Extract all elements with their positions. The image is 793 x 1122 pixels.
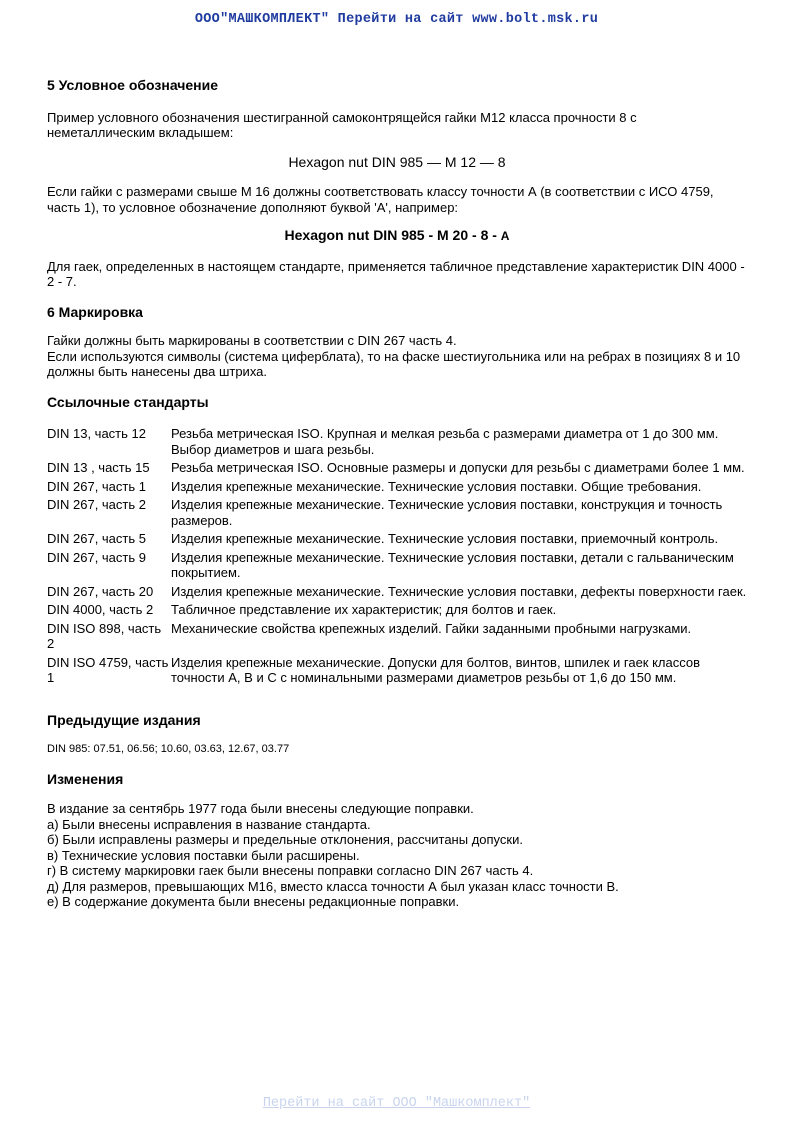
reference-row [47,621,747,655]
reference-code: DIN ISO 898, часть 2 [47,620,162,651]
reference-code: DIN 13 , часть 15 [47,460,150,475]
previous-editions-title: Предыдущие издания [47,711,201,728]
document-body [47,78,747,910]
reference-code: DIN ISO 4759, часть 1 [47,654,169,685]
reference-row [47,602,747,621]
reference-code: DIN 267, часть 5 [47,531,146,546]
reference-description: Изделия крепежные механические. Технические условия поставки, дефекты поверхности гаек. [171,583,747,599]
section5-intro: Пример условного обозначения шестигранной самоконтрящейся гайки М12 класса прочности 8 с неметаллическим вкладышем: [47,109,637,140]
change-item: а) Были внесены исправления в название стандарта. [47,816,371,832]
section5-title: 5 Условное обозначение [47,77,219,93]
changes-title: Изменения [47,770,124,787]
references-table [47,426,747,689]
section5-para3: Для гаек, определенных в настоящем стандарте, применяется табличное представление характеристик DIN 4000 - 2 - 7. [47,258,745,289]
reference-code: DIN 4000, часть 2 [47,602,154,617]
changes-intro: В издание за сентябрь 1977 года были внесены следующие поправки. [47,801,474,816]
designation-example-2 [47,228,747,245]
reference-row [47,426,747,460]
section6-line1: Гайки должны быть маркированы в соответствии с DIN 267 часть 4. [47,333,457,348]
section5-para2: Если гайки с размерами свыше М 16 должны соответствовать классу точности А (в соответствии с ИСО 4759, часть 1), то условное обозначение дополняют буквой 'А', например: [47,184,714,215]
changes-list [47,801,747,910]
reference-row [47,479,747,498]
reference-description: Изделия крепежные механические. Технические условия поставки, детали с гальваническим покрытием. [171,549,734,580]
reference-description: Механические свойства крепежных изделий. Гайки заданными пробными нагрузками. [171,620,692,636]
reference-description: Изделия крепежные механические. Технические условия поставки, конструкция и точность размеров. [171,497,723,528]
reference-code: DIN 267, часть 1 [47,478,146,494]
reference-description: Изделия крепежные механические. Технические условия поставки, приемочный контроль. [171,531,719,546]
change-item: г) В систему маркировки гаек были внесены поправки согласно DIN 267 часть 4. [47,863,534,878]
reference-code: DIN 267, часть 9 [47,549,146,565]
change-item: е) В содержание документа были внесены редакционные поправки. [47,894,460,909]
reference-code: DIN 267, часть 2 [47,497,146,512]
previous-editions-text: DIN 985: 07.51, 06.56; 10.60, 03.63, 12.67, 03.77 [47,743,290,755]
reference-description: Табличное представление их характеристик; для болтов и гаек. [171,602,557,617]
reference-row [47,497,747,531]
change-item: в) Технические условия поставки были расширены. [47,847,360,863]
designation-example-2-suffix: A [500,229,510,243]
header-site-link[interactable]: ООО"МАШКОМПЛЕКТ" Перейти на сайт www.bolt.msk.ru [194,12,599,27]
footer-site-link[interactable]: Перейти на сайт ООО "Машкомплект" [262,1096,531,1111]
change-item: б) Были исправлены размеры и предельные отклонения, рассчитаны допуски. [47,832,523,847]
reference-description: Резьба метрическая ISO. Основные размеры и допуски для резьбы с диаметрами более 1 мм. [171,460,745,475]
reference-code: DIN 13, часть 12 [47,426,146,441]
change-item: д) Для размеров, превышающих М16, вместо класса точности А был указан класс точности В. [47,878,619,894]
designation-example-1: Hexagon nut DIN 985 — M 12 — 8 [288,153,506,170]
reference-row [47,460,747,479]
designation-example-2-main: Hexagon nut DIN 985 - M 20 - 8 - [284,227,501,243]
section6-line2: Если используются символы (система циферблата), то на фаске шестиугольника или на ребрах в позициях 8 и 10 должны быть нанесены два штриха. [47,348,741,379]
reference-row [47,584,747,603]
section6-title: 6 Маркировка [47,303,143,320]
reference-row [47,531,747,550]
reference-row [47,550,747,584]
reference-row [47,655,747,689]
reference-description: Изделия крепежные механические. Допуски для болтов, винтов, шпилек и гаек классов точности А, В и С с номинальными размерами диаметров резьбы от 1,6 до 150 мм. [171,654,701,685]
reference-description: Изделия крепежные механические. Технические условия поставки. Общие требования. [171,478,702,494]
reference-description: Резьба метрическая ISO. Крупная и мелкая резьба с размерами диаметра от 1 до 300 мм. Выбор диаметров и шага резьбы. [171,426,719,457]
references-title: Ссылочные стандарты [47,393,209,410]
reference-code: DIN 267, часть 20 [47,583,154,599]
